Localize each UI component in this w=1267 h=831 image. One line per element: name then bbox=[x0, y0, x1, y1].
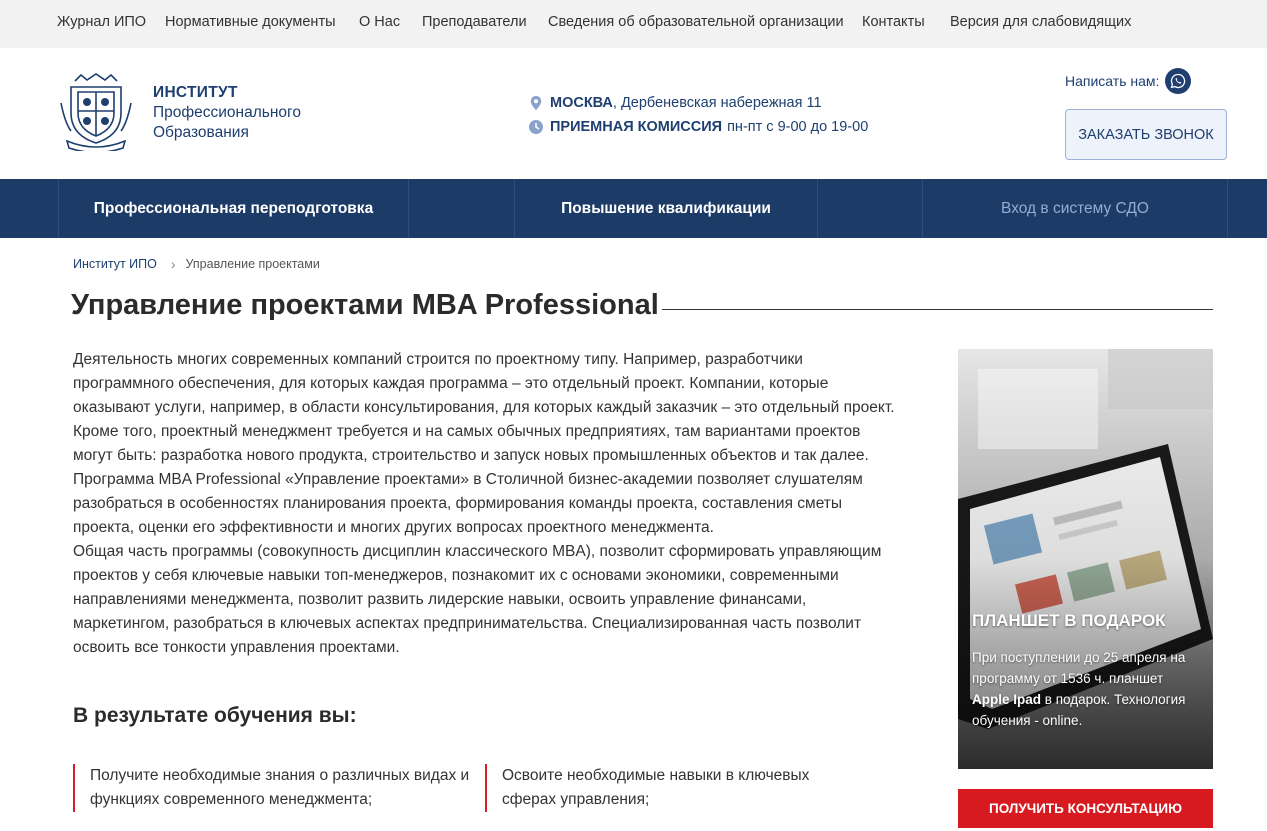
topnav-link-journal[interactable]: Журнал ИПО bbox=[57, 14, 147, 30]
write-us bbox=[1065, 68, 1191, 94]
promo-text-highlight: Apple Ipad bbox=[972, 692, 1042, 707]
topnav-link-contacts[interactable]: Контакты bbox=[862, 14, 925, 30]
top-utility-bar bbox=[0, 0, 1267, 48]
nav-item-retraining[interactable]: Профессиональная переподготовка bbox=[93, 199, 374, 217]
result-item: Освоите необходимые навыки в ключевых сферах управления; bbox=[485, 764, 865, 812]
breadcrumb-home[interactable]: Институт ИПО bbox=[73, 257, 157, 271]
page-title: Управление проектами MBA Professional bbox=[71, 289, 659, 321]
institute-logo[interactable] bbox=[57, 73, 135, 151]
whatsapp-icon[interactable] bbox=[1165, 68, 1191, 94]
get-consultation-button[interactable]: ПОЛУЧИТЬ КОНСУЛЬТАЦИЮ bbox=[958, 789, 1213, 828]
callback-button[interactable]: ЗАКАЗАТЬ ЗВОНОК bbox=[1065, 109, 1227, 160]
contact-info bbox=[528, 91, 868, 139]
topnav-link-org-info[interactable]: Сведения об образовательной организации bbox=[548, 14, 844, 30]
nav-divider bbox=[1227, 179, 1228, 238]
chevron-right-icon: › bbox=[170, 256, 176, 272]
promo-title: ПЛАНШЕТ В ПОДАРОК bbox=[972, 611, 1166, 630]
title-divider bbox=[662, 309, 1213, 310]
site-header bbox=[0, 48, 1267, 179]
topnav-link-accessibility[interactable]: Версия для слабовидящих bbox=[950, 14, 1132, 30]
promo-text-part: в подарок. Технология обучения - online. bbox=[972, 692, 1186, 728]
breadcrumb-current: Управление проектами bbox=[185, 257, 320, 271]
map-pin-icon bbox=[528, 95, 544, 111]
breadcrumb bbox=[73, 256, 320, 272]
clock-icon bbox=[528, 119, 544, 135]
write-us-label: Написать нам: bbox=[1065, 73, 1160, 89]
promo-text-part: При поступлении до 25 апреля на программу от 1536 ч. планшет bbox=[972, 650, 1186, 686]
topnav-link-normative-docs[interactable]: Нормативные документы bbox=[165, 14, 336, 30]
address-street: , Дербеневская набережная 11 bbox=[612, 95, 822, 111]
brand-name[interactable] bbox=[153, 83, 301, 143]
main-navigation bbox=[0, 179, 1267, 238]
nav-divider bbox=[817, 179, 818, 238]
address-row bbox=[528, 91, 868, 115]
address-city: МОСКВА bbox=[550, 95, 613, 111]
promo-text bbox=[972, 647, 1204, 731]
admission-row bbox=[528, 115, 868, 139]
description-paragraph-1: Деятельность многих современных компаний строится по проектному типу. Например, разработчики программного обеспечения, для которых каждая программа – это отдельный проект. Компании, которые оказывают услуги, например, в области консультирования, для которых каждый заказчик – это отдельный проект. Кроме того, проектный менеджмент требуется и на самых обычных предприятиях, там вариантами проектов могут быть: разработка нового продукта, строительство и запуск новых промышленных объектов и так далее. Программа MBA Professional «Управление проектами» в Столичной бизнес-академии позволяет слушателям разобраться в особенностях планирования проекта, формирования команды проекта, составления сметы проекта, оценки его эффективности и многих других вопросах проектного менеджмента. bbox=[73, 351, 895, 536]
brand-line-1: ИНСТИТУТ bbox=[153, 84, 238, 101]
admission-label: ПРИЕМНАЯ КОМИССИЯ bbox=[550, 119, 723, 135]
topnav-link-about[interactable]: О Нас bbox=[359, 14, 401, 30]
results-heading: В результате обучения вы: bbox=[73, 704, 357, 727]
result-item: Получите необходимые знания о различных видах и функциях современного менеджмента; bbox=[73, 764, 473, 812]
brand-line-3: Образования bbox=[153, 124, 249, 141]
admission-hours: пн-пт с 9-00 до 19-00 bbox=[727, 119, 869, 135]
nav-item-lms-login[interactable]: Вход в систему СДО bbox=[1001, 199, 1149, 217]
nav-item-qualification[interactable]: Повышение квалификации bbox=[561, 199, 771, 217]
program-description bbox=[73, 348, 903, 660]
topnav-link-teachers[interactable]: Преподаватели bbox=[422, 14, 527, 30]
promo-banner[interactable] bbox=[958, 349, 1213, 769]
nav-divider bbox=[408, 179, 409, 238]
brand-line-2: Профессионального bbox=[153, 104, 301, 121]
description-paragraph-2: Общая часть программы (совокупность дисциплин классического MBA), позволит сформировать управляющим проектов у себя ключевые навыки топ-менеджеров, познакомит их с основами экономики, современными направлениями менеджмента, позволит развить лидерские навыки, освоить управление финансами, маркетингом, разобраться в ключевых аспектах предпринимательства. Специализированная часть позволит освоить все тонкости управления проектами. bbox=[73, 543, 882, 656]
